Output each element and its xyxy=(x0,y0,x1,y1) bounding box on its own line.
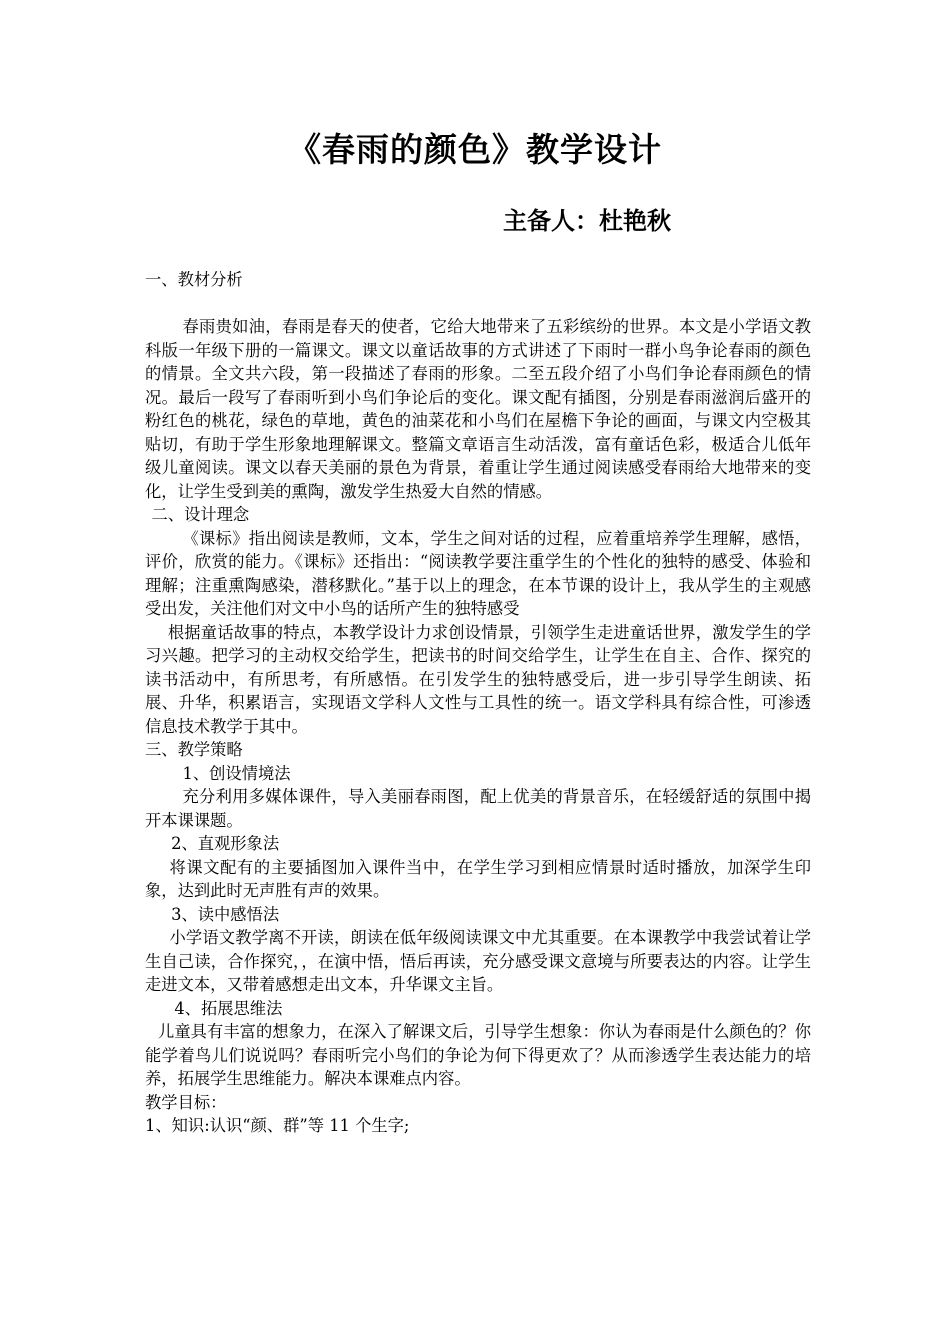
document-body xyxy=(145,268,811,1138)
concept-paragraph-2: 根据童话故事的特点，本教学设计力求创设情景，引领学生走进童话世界，激发学生的学习兴趣。把学习的主动权交给学生，把读书的时间交给学生，让学生在自主、合作、探究的读书活动中，有所思考，有所感悟。在引发学生的独特感受后，进一步引导学生朗读、拓展、升华，积累语言，实现语文学科人文性与工具性的统一。语文学科具有综合性，可渗透信息技术教学于其中。 xyxy=(145,622,811,736)
document-title: 《春雨的颜色》教学设计 xyxy=(288,130,662,169)
strategy-item-text: 将课文配有的主要插图加入课件当中，在学生学习到相应情景时适时播放，加深学生印象，达到此时无声胜有声的效果。 xyxy=(145,857,811,900)
strategy-item-label: 1、创设情境法 xyxy=(182,763,291,783)
section-heading-strategy: 三、教学策略 xyxy=(145,740,243,759)
strategy-item-label: 3、读中感悟法 xyxy=(171,904,280,924)
analysis-paragraph: 春雨贵如油，春雨是春天的使者，它给大地带来了五彩缤纷的世界。本文是小学语文教科版一年级下册的一篇课文。课文以童话故事的方式讲述了下雨时一群小鸟争论春雨的颜色的情景。全文共六段，第一段描述了春雨的形象。二至五段介绍了小鸟们争论春雨颜色的情况。最后一段写了春雨听到小鸟们争论后的变化。课文配有插图，分别是春雨滋润后盛开的粉红色的桃花，绿色的草地，黄色的油菜花和小鸟们在屋檐下争论的画面，与课文内空极其贴切，有助于学生形象地理解课文。整篇文章语言生动活泼，富有童话色彩，极适合儿低年级儿童阅读。课文以春天美丽的景色为背景，着重让学生通过阅读感受春雨给大地带来的变化，让学生受到美的熏陶，激发学生热爱大自然的情感。 xyxy=(145,317,811,501)
document-author: 主备人：杜艳秋 xyxy=(503,206,671,235)
goal-item: 1、知识:认识“颜、群”等 11 个生字; xyxy=(145,1116,410,1135)
strategy-item-label: 4、拓展思维法 xyxy=(174,998,283,1018)
section-heading-concept: 二、设计理念 xyxy=(151,505,250,524)
concept-paragraph-1: 《课标》指出阅读是教师，文本，学生之间对话的过程，应着重培养学生理解，感悟，评价，欣赏的能力。《课标》还指出：“阅读教学要注重学生的个性化的独特的感受、体验和理解；注重熏陶感染，潜移默化。”基于以上的理念，在本节课的设计上，我从学生的主观感受出发，关注他们对文中小鸟的话所产生的独特感受 xyxy=(145,528,811,618)
strategy-item-text: 儿童具有丰富的想象力，在深入了解课文后，引导学生想象：你认为春雨是什么颜色的？你能学着鸟儿们说说吗？春雨听完小鸟们的争论为何下得更欢了？从而渗透学生表达能力的培养，拓展学生思维能力。解决本课难点内容。 xyxy=(145,1022,811,1088)
strategy-item-label: 2、直观形象法 xyxy=(171,834,280,853)
paragraph-spacer xyxy=(145,292,811,316)
section-heading-goals: 教学目标： xyxy=(145,1092,227,1112)
strategy-item-text: 充分利用多媒体课件，导入美丽春雨图，配上优美的背景音乐，在轻缓舒适的氛围中揭开本课课题。 xyxy=(145,787,811,830)
strategy-item-text: 小学语文教学离不开读，朗读在低年级阅读课文中尤其重要。在本课教学中我尝试着让学生自己读，合作探究，，在演中悟，悟后再读，充分感受课文意境与所要表达的内容。让学生走进文本，又带着感想走出文本，升华课文主旨。 xyxy=(145,928,811,994)
section-heading-analysis: 一、教材分析 xyxy=(145,270,243,289)
